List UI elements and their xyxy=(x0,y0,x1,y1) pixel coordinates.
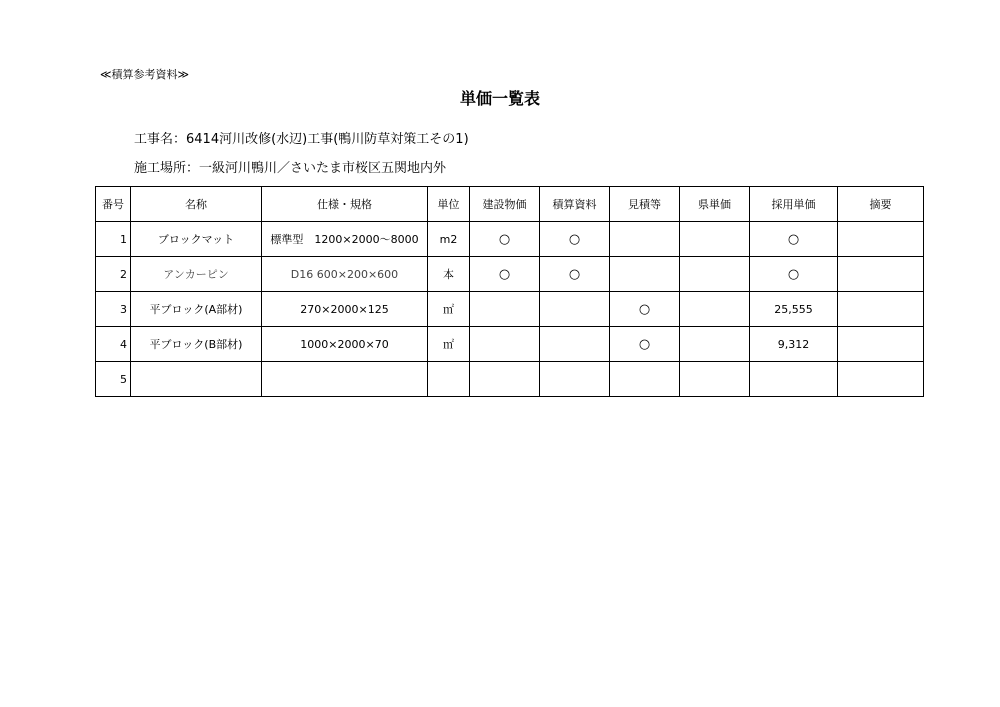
row-mitsumori xyxy=(610,222,680,257)
row-unit: ㎡ xyxy=(428,327,470,362)
row-tekiyo xyxy=(838,327,924,362)
work-location: 施工場所：一級河川鴨川／さいたま市桜区五関地内外 xyxy=(134,161,447,176)
table-header-row xyxy=(96,187,924,222)
row-tekiyo xyxy=(838,362,924,397)
row-no: 5 xyxy=(96,362,131,397)
row-tekiyo xyxy=(838,292,924,327)
unit-price-table xyxy=(95,186,924,397)
row-ken-tanka xyxy=(680,222,750,257)
row-saiyo-tanka xyxy=(750,362,838,397)
row-mitsumori: ○ xyxy=(610,327,680,362)
header-saiyo-tanka: 採用単価 xyxy=(750,187,838,222)
row-kensetsu-bukka: ○ xyxy=(470,222,540,257)
row-sekisan-shiryo xyxy=(540,292,610,327)
row-sekisan-shiryo: ○ xyxy=(540,257,610,292)
row-mitsumori: ○ xyxy=(610,292,680,327)
row-saiyo-tanka: ○ xyxy=(750,222,838,257)
page-title: 単価一覧表 xyxy=(459,89,540,108)
row-ken-tanka xyxy=(680,257,750,292)
row-kensetsu-bukka: ○ xyxy=(470,257,540,292)
reference-label: ≪積算参考資料≫ xyxy=(100,68,190,81)
header-name: 名称 xyxy=(131,187,262,222)
row-unit: m2 xyxy=(428,222,470,257)
table-row xyxy=(96,292,924,327)
row-saiyo-tanka: ○ xyxy=(750,257,838,292)
table-row xyxy=(96,362,924,397)
work-name: 工事名：6414河川改修(水辺)工事(鴨川防草対策工その1) xyxy=(134,132,469,147)
row-ken-tanka xyxy=(680,292,750,327)
table-row xyxy=(96,257,924,292)
row-spec: 1000×2000×70 xyxy=(262,327,428,362)
header-unit: 単位 xyxy=(428,187,470,222)
row-name xyxy=(131,362,262,397)
row-sekisan-shiryo xyxy=(540,327,610,362)
row-name: 平ブロック(B部材) xyxy=(131,327,262,362)
header-tekiyo: 摘要 xyxy=(838,187,924,222)
row-no: 4 xyxy=(96,327,131,362)
row-unit xyxy=(428,362,470,397)
header-ken-tanka: 県単価 xyxy=(680,187,750,222)
header-kensetsu-bukka: 建設物価 xyxy=(470,187,540,222)
row-no: 2 xyxy=(96,257,131,292)
row-name: 平ブロック(A部材) xyxy=(131,292,262,327)
row-ken-tanka xyxy=(680,327,750,362)
row-unit: 本 xyxy=(428,257,470,292)
row-tekiyo xyxy=(838,257,924,292)
row-mitsumori xyxy=(610,362,680,397)
row-kensetsu-bukka xyxy=(470,327,540,362)
header-sekisan-shiryo: 積算資料 xyxy=(540,187,610,222)
header-spec: 仕様・規格 xyxy=(262,187,428,222)
row-name: アンカーピン xyxy=(131,257,262,292)
row-saiyo-tanka: 25,555 xyxy=(750,292,838,327)
row-spec: 270×2000×125 xyxy=(262,292,428,327)
header-mitsumori: 見積等 xyxy=(610,187,680,222)
row-unit: ㎡ xyxy=(428,292,470,327)
row-saiyo-tanka: 9,312 xyxy=(750,327,838,362)
row-spec: D16 600×200×600 xyxy=(262,257,428,292)
table-row xyxy=(96,327,924,362)
row-no: 1 xyxy=(96,222,131,257)
row-sekisan-shiryo: ○ xyxy=(540,222,610,257)
row-ken-tanka xyxy=(680,362,750,397)
row-tekiyo xyxy=(838,222,924,257)
row-no: 3 xyxy=(96,292,131,327)
table-row xyxy=(96,222,924,257)
row-sekisan-shiryo xyxy=(540,362,610,397)
header-no: 番号 xyxy=(96,187,131,222)
row-spec: 標準型 1200×2000～8000 xyxy=(262,222,428,257)
row-mitsumori xyxy=(610,257,680,292)
row-kensetsu-bukka xyxy=(470,292,540,327)
row-spec xyxy=(262,362,428,397)
row-name: ブロックマット xyxy=(131,222,262,257)
row-kensetsu-bukka xyxy=(470,362,540,397)
